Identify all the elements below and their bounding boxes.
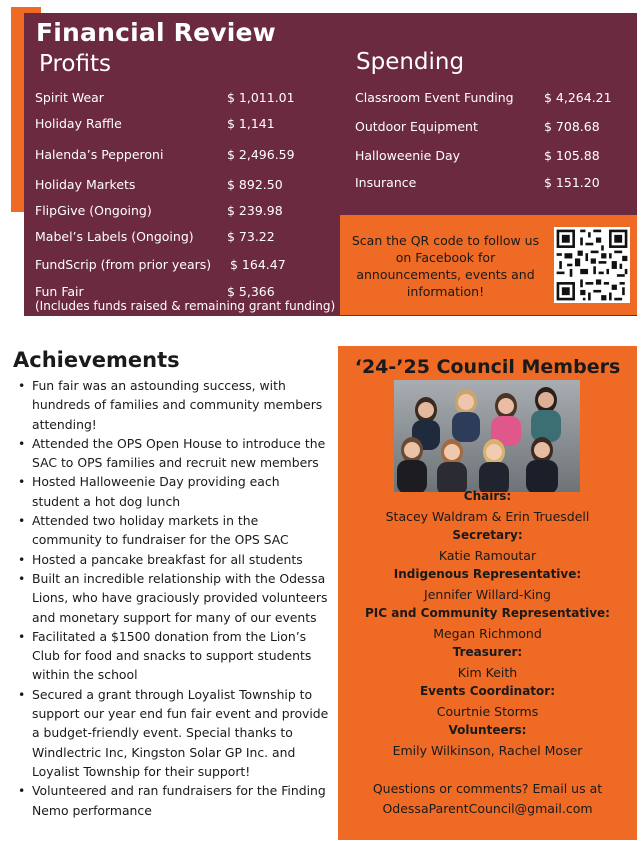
list-item bbox=[12, 434, 330, 473]
profit-value: $ 2,496.59 bbox=[227, 147, 295, 162]
profit-value: $ 1,141 bbox=[227, 116, 275, 131]
profit-label: FundScrip (from prior years) bbox=[35, 257, 212, 272]
fun-fair-note: (Includes funds raised & remaining grant funding) bbox=[35, 299, 336, 313]
profit-value: $ 892.50 bbox=[227, 177, 283, 192]
profits-title: Profits bbox=[39, 51, 111, 77]
bullet-icon: • bbox=[18, 551, 26, 567]
spending-label: Classroom Event Funding bbox=[355, 90, 514, 105]
role-title: Treasurer: bbox=[452, 645, 523, 659]
achievements-title: Achievements bbox=[13, 348, 180, 372]
contact-prompt: Questions or comments? Email us at bbox=[372, 781, 603, 796]
spending-value: $ 151.20 bbox=[544, 175, 600, 190]
profit-label: FlipGive (Ongoing) bbox=[35, 203, 152, 218]
spending-value: $ 105.88 bbox=[544, 148, 600, 163]
list-item bbox=[12, 781, 330, 820]
profit-value: $ 73.22 bbox=[227, 229, 275, 244]
achievement-text: Hosted Halloweenie Day providing each student a hot dog lunch bbox=[32, 474, 280, 509]
role-title: Events Coordinator: bbox=[419, 684, 555, 698]
council-group-photo bbox=[394, 380, 580, 492]
list-item bbox=[12, 627, 330, 685]
spending-value: $ 708.68 bbox=[544, 119, 600, 134]
qr-callout bbox=[340, 215, 637, 315]
profit-value: $ 5,366 bbox=[227, 284, 275, 299]
profit-label: Fun Fair bbox=[35, 284, 84, 299]
achievement-text: Hosted a pancake breakfast for all students bbox=[32, 551, 303, 567]
role-name: Emily Wilkinson, Rachel Moser bbox=[392, 742, 583, 758]
profit-label: Spirit Wear bbox=[35, 90, 104, 105]
qr-callout-text: Scan the QR code to follow us on Facebook for announcements, events and information! bbox=[351, 233, 540, 299]
role-title: Volunteers: bbox=[448, 723, 527, 737]
role-title: Indigenous Representative: bbox=[393, 567, 582, 581]
profit-value: $ 1,011.01 bbox=[227, 90, 295, 105]
achievement-text: Volunteered and ran fundraisers for the Finding Nemo performance bbox=[32, 783, 326, 818]
bullet-icon: • bbox=[18, 474, 26, 490]
bullet-icon: • bbox=[18, 513, 26, 529]
council-members-panel bbox=[338, 346, 637, 840]
council-title: ‘24-’25 Council Members bbox=[354, 356, 621, 378]
bullet-icon: • bbox=[18, 686, 26, 702]
role-name: Kim Keith bbox=[457, 664, 518, 680]
profit-label: Holiday Markets bbox=[35, 177, 136, 192]
role-name: Jennifer Willard-King bbox=[424, 586, 551, 602]
profit-value: $ 239.98 bbox=[227, 203, 283, 218]
achievements-list bbox=[12, 376, 330, 820]
achievement-text: Fun fair was an astounding success, with hundreds of families and community members attending! bbox=[32, 378, 323, 432]
list-item bbox=[12, 685, 330, 781]
contact-email-link[interactable]: OdessaParentCouncil@gmail.com bbox=[382, 800, 593, 816]
bullet-icon: • bbox=[18, 435, 26, 451]
profit-label: Halenda’s Pepperoni bbox=[35, 147, 164, 162]
spending-label: Halloweenie Day bbox=[355, 148, 460, 163]
list-item bbox=[12, 376, 330, 434]
spending-title: Spending bbox=[356, 49, 465, 75]
spending-label: Insurance bbox=[355, 175, 417, 190]
achievement-text: Attended two holiday markets in the community to fundraiser for the OPS SAC bbox=[32, 513, 289, 548]
achievement-text: Built an incredible relationship with the Odessa Lions, who have graciously provided volunteers and monetary support for many of our events bbox=[32, 570, 328, 625]
spending-label: Outdoor Equipment bbox=[355, 119, 478, 134]
role-name: Megan Richmond bbox=[433, 625, 542, 641]
qr-code-icon[interactable] bbox=[554, 227, 630, 303]
bullet-icon: • bbox=[18, 783, 26, 799]
role-name: Courtnie Storms bbox=[436, 703, 539, 719]
role-title: Secretary: bbox=[452, 528, 523, 542]
role-name: Katie Ramoutar bbox=[438, 547, 537, 563]
financial-review-title: Financial Review bbox=[36, 18, 276, 47]
contact-block bbox=[338, 779, 637, 818]
achievement-text: Attended the OPS Open House to introduce the SAC to OPS families and recruit new members bbox=[32, 435, 326, 471]
bullet-icon: • bbox=[18, 570, 26, 586]
role-name: Stacey Waldram & Erin Truesdell bbox=[385, 508, 590, 524]
profit-value: $ 164.47 bbox=[230, 257, 286, 272]
list-item bbox=[12, 569, 330, 627]
profit-label: Holiday Raffle bbox=[35, 116, 122, 131]
list-item bbox=[12, 511, 330, 550]
achievement-text: Secured a grant through Loyalist Township to support our year end fun fair event and provide a budget-friendly event. Special thanks to Windlectric Inc, Kingston Solar GP Inc. and Loyalist Township for their support! bbox=[32, 686, 329, 779]
list-item bbox=[12, 550, 330, 569]
council-roles bbox=[338, 487, 637, 760]
role-title: PIC and Community Representative: bbox=[365, 606, 610, 620]
bullet-icon: • bbox=[18, 628, 26, 644]
list-item bbox=[12, 472, 330, 511]
profit-label: Mabel’s Labels (Ongoing) bbox=[35, 229, 194, 244]
spending-value: $ 4,264.21 bbox=[544, 90, 612, 105]
role-title: Chairs: bbox=[463, 489, 512, 503]
achievement-text: Facilitated a $1500 donation from the Lion’s Club for food and snacks to support students within the school bbox=[32, 628, 312, 683]
bullet-icon: • bbox=[18, 378, 26, 393]
